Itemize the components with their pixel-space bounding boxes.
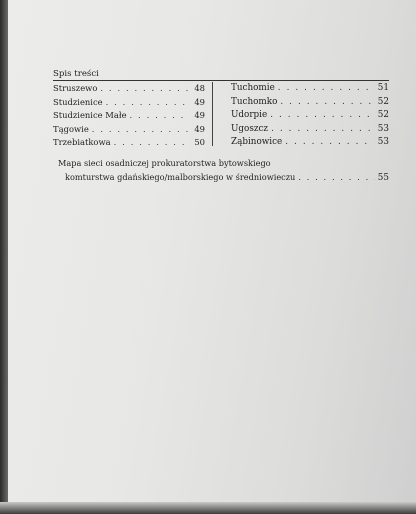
dot-leader xyxy=(280,96,374,110)
toc-entry-name: Tągowie xyxy=(53,123,89,134)
dot-leader xyxy=(270,109,374,123)
toc-entry-page: 50 xyxy=(194,137,205,148)
dot-leader xyxy=(278,82,374,96)
toc-entry xyxy=(53,136,205,150)
dot-leader xyxy=(130,109,190,123)
map-entry-line2: komturstwa gdańskiego/malborskiego w średniowieczu xyxy=(65,171,296,182)
toc-entry-page: 52 xyxy=(377,96,389,107)
toc-entry-name: Studzienice Małe xyxy=(53,110,127,121)
page-bottom-edge xyxy=(0,502,416,514)
toc-title: Spis treści xyxy=(53,69,99,79)
toc-entry-page: 49 xyxy=(194,123,205,134)
toc-entry xyxy=(53,109,205,123)
toc-entry-page: 49 xyxy=(194,110,205,121)
dot-leader xyxy=(92,123,190,137)
toc-entry xyxy=(53,82,205,96)
column-divider xyxy=(212,82,213,146)
dot-leader xyxy=(100,82,190,96)
toc-map-entry xyxy=(58,157,389,185)
toc-entry xyxy=(53,96,205,110)
toc-entry xyxy=(231,136,389,150)
toc-entry-name: Tuchomie xyxy=(231,83,275,93)
map-entry-page: 55 xyxy=(377,172,389,183)
toc-entry-name: Studzienice xyxy=(53,96,103,107)
toc-entry-page: 53 xyxy=(377,137,389,148)
dot-leader xyxy=(114,136,190,150)
toc-left-column xyxy=(53,82,205,150)
toc-entry xyxy=(231,123,389,137)
toc-entry-page: 49 xyxy=(194,96,205,107)
toc-entry-name: Tuchomko xyxy=(231,96,278,107)
toc-entry-page: 51 xyxy=(377,83,389,93)
toc-entry-page: 52 xyxy=(377,110,389,121)
toc-entry-page: 48 xyxy=(194,83,205,93)
toc-entry-name: Udorpie xyxy=(231,110,268,121)
map-entry-line2-row xyxy=(58,171,389,186)
dot-leader xyxy=(271,123,374,137)
map-entry-line1: Mapa sieci osadniczej prokuratorstwa bytowskiego xyxy=(58,158,271,168)
dot-leader xyxy=(285,136,374,150)
toc-entry xyxy=(231,109,389,123)
toc-entry-name: Struszewo xyxy=(53,83,98,93)
toc-entry xyxy=(53,123,205,137)
toc-entry-page: 53 xyxy=(377,123,389,134)
toc-header xyxy=(53,68,389,81)
toc-right-column xyxy=(231,82,389,150)
dot-leader xyxy=(298,171,374,185)
toc-entry xyxy=(231,96,389,110)
toc-entry xyxy=(231,82,389,96)
toc-entry-name: Ugoszcz xyxy=(231,123,269,134)
dot-leader xyxy=(106,96,190,110)
book-spine-shadow xyxy=(0,0,8,514)
toc-entry-name: Trzebiatkowa xyxy=(53,137,111,148)
toc-entry-name: Ząbinowice xyxy=(231,137,283,148)
